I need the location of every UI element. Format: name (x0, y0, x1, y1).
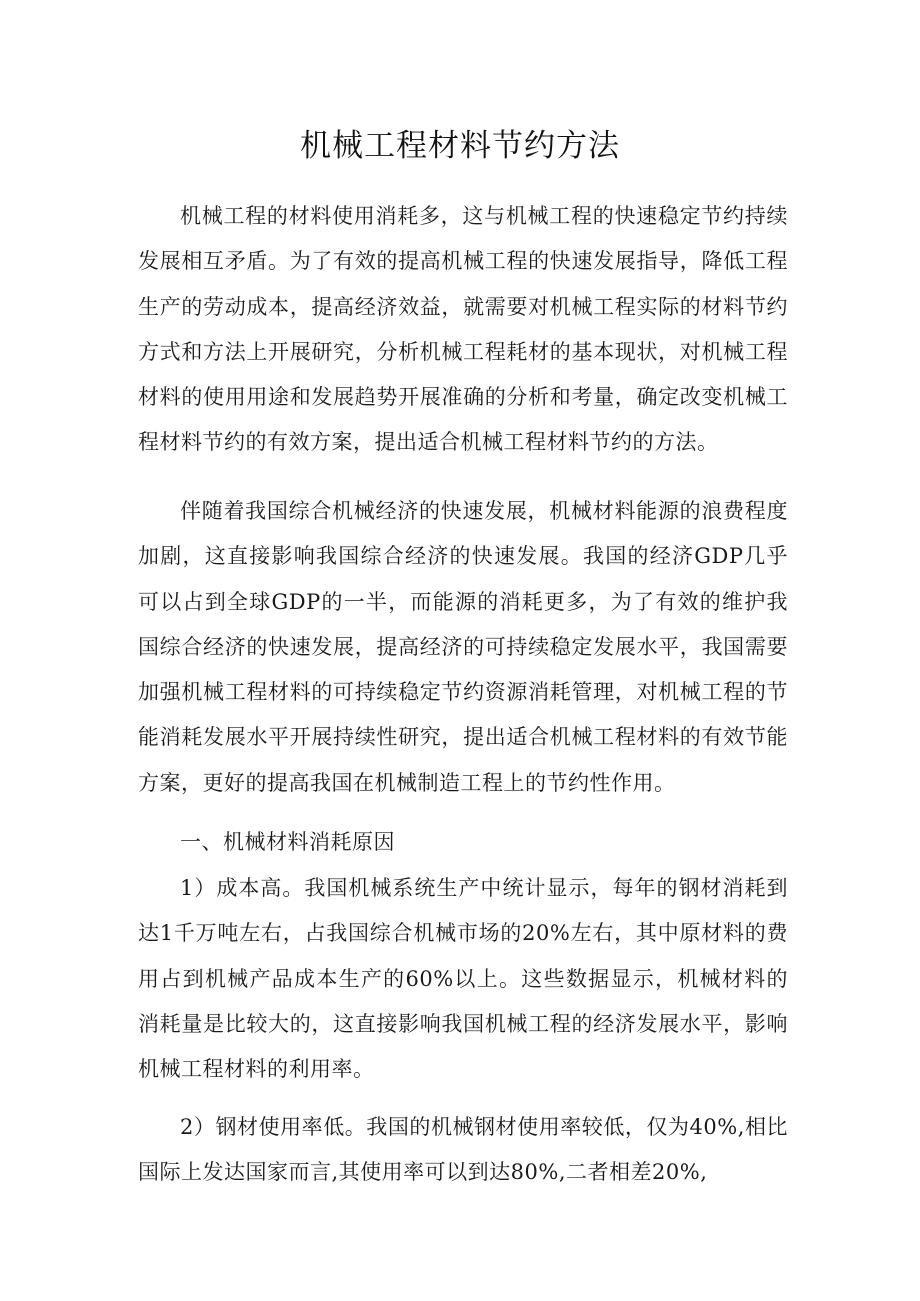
paragraph-background: 伴随着我国综合机械经济的快速发展，机械材料能源的浪费程度加剧，这直接影响我国综合经济的快速发展。我国的经济GDP几乎可以占到全球GDP的一半，而能源的消耗更多，为了有效的维护我国综合经济的快速发展，提高经济的可持续稳定发展水平，我国需要加强机械工程材料的可持续稳定节约资源消耗管理，对机械工程的节能消耗发展水平开展持续性研究，提出适合机械工程材料的有效节能方案，更好的提高我国在机械制造工程上的节约性作用。 (138, 499, 788, 795)
paragraph-intro: 机械工程的材料使用消耗多，这与机械工程的快速稳定节约持续发展相互矛盾。为了有效的提高机械工程的快速发展指导，降低工程生产的劳动成本，提高经济效益，就需要对机械工程实际的材料节约方式和方法上开展研究，分析机械工程耗材的基本现状，对机械工程材料的使用用途和发展趋势开展准确的分析和考量，确定改变机械工程材料节约的有效方案，提出适合机械工程材料节约的方法。 (138, 204, 788, 455)
document-title: 机械工程材料节约方法 (300, 128, 620, 164)
paragraph-cost: 1）成本高。我国机械系统生产中统计显示，每年的钢材消耗到达1千万吨左右，占我国综合机械市场的20%左右，其中原材料的费用占到机械产品成本生产的60%以上。这些数据显示，机械材料的消耗量是比较大的，这直接影响我国机械工程的经济发展水平，影响机械工程材料的利用率。 (138, 876, 788, 1082)
paragraph-steel-usage: 2）钢材使用率低。我国的机械钢材使用率较低，仅为40%,相比国际上发达国家而言,其使用率可以到达80%,二者相差20%, (138, 1115, 788, 1185)
section-heading: 一、机械材料消耗原因 (180, 830, 395, 854)
